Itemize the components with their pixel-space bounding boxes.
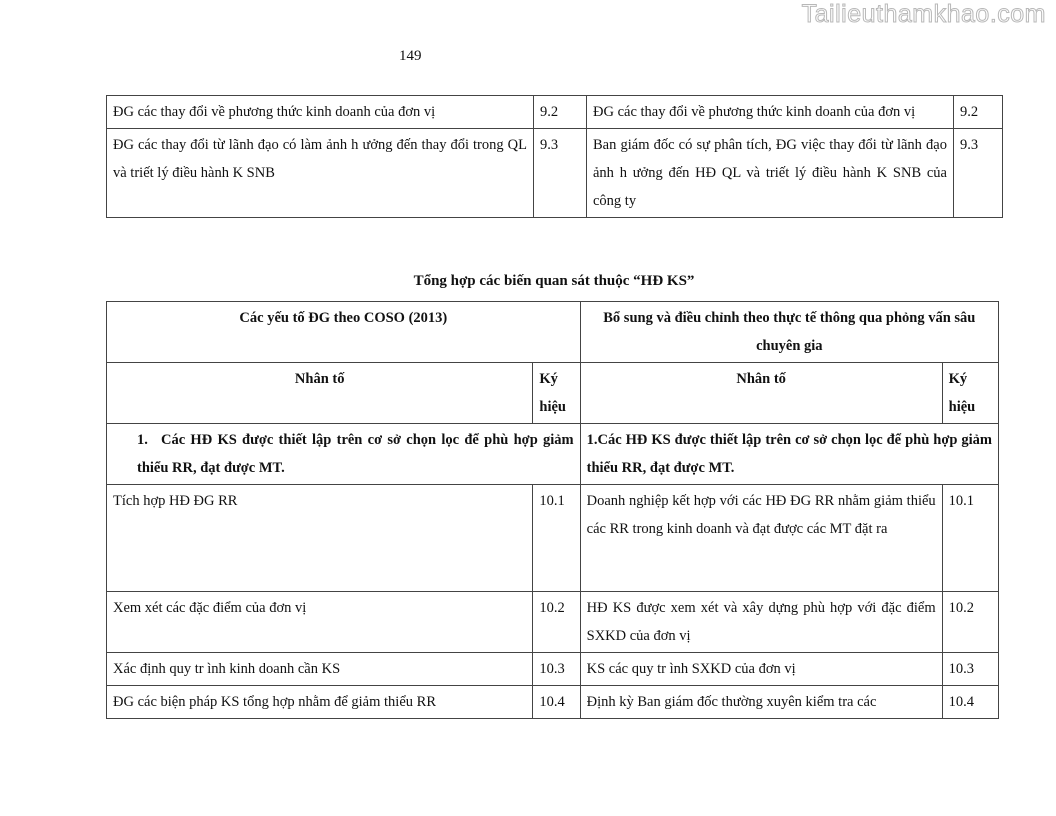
- right-factor-cell: Định kỳ Ban giám đốc thường xuyên kiểm tra các: [580, 686, 942, 719]
- header-code-left: Ký hiệu: [533, 363, 580, 424]
- left-code-cell: 9.2: [534, 96, 587, 129]
- page-number: 149: [399, 48, 422, 64]
- table-section-row: [107, 424, 999, 485]
- right-factor-cell: HĐ KS được xem xét và xây dựng phù hợp với đặc điểm SXKD của đơn vị: [580, 592, 942, 653]
- table-row: [107, 592, 999, 653]
- table-header-row: [107, 302, 999, 363]
- left-code-cell: 10.2: [533, 592, 580, 653]
- header-factor-right: Nhân tố: [580, 363, 942, 424]
- section-right: 1.Các HĐ KS được thiết lập trên cơ sở chọn lọc để phù hợp giảm thiểu RR, đạt được MT.: [580, 424, 998, 485]
- left-code-cell: 10.3: [533, 653, 580, 686]
- observed-variables-table: [106, 301, 999, 719]
- left-factor-cell: Xem xét các đặc điểm của đơn vị: [107, 592, 533, 653]
- section-left: [107, 424, 581, 485]
- left-factor-cell: ĐG các thay đổi từ lãnh đạo có làm ảnh h ưởng đến thay đổi trong QL và triết lý điều hành K SNB: [107, 129, 534, 218]
- table-row: [107, 686, 999, 719]
- left-factor-cell: Tích hợp HĐ ĐG RR: [107, 485, 533, 592]
- header-adjusted: Bổ sung và điều chỉnh theo thực tế thông qua phỏng vấn sâu chuyên gia: [580, 302, 998, 363]
- left-factor-cell: ĐG các biện pháp KS tổng hợp nhằm để giảm thiểu RR: [107, 686, 533, 719]
- table-row: [107, 129, 1003, 218]
- left-code-cell: 10.4: [533, 686, 580, 719]
- right-code-cell: 10.3: [942, 653, 998, 686]
- table-header-row: [107, 363, 999, 424]
- right-factor-cell: ĐG các thay đổi về phương thức kinh doanh của đơn vị: [587, 96, 954, 129]
- right-code-cell: 9.3: [954, 129, 1003, 218]
- header-factor-left: Nhân tố: [107, 363, 533, 424]
- left-code-cell: 10.1: [533, 485, 580, 592]
- section-text: Các HĐ KS được thiết lập trên cơ sở chọn lọc để phù hợp giảm thiểu RR, đạt được MT.: [137, 432, 574, 476]
- table-row: [107, 653, 999, 686]
- header-code-right: Ký hiệu: [942, 363, 998, 424]
- right-factor-cell: Doanh nghiệp kết hợp với các HĐ ĐG RR nhằm giảm thiểu các RR trong kinh doanh và đạt được các MT đặt ra: [580, 485, 942, 592]
- right-factor-cell: KS các quy tr ình SXKD của đơn vị: [580, 653, 942, 686]
- table-row: [107, 485, 999, 592]
- right-factor-cell: Ban giám đốc có sự phân tích, ĐG việc thay đổi từ lãnh đạo ảnh h ưởng đến HĐ QL và triết lý điều hành K SNB của công ty: [587, 129, 954, 218]
- right-code-cell: 10.2: [942, 592, 998, 653]
- right-code-cell: 10.4: [942, 686, 998, 719]
- left-factor-cell: ĐG các thay đổi về phương thức kinh doanh của đơn vị: [107, 96, 534, 129]
- header-coso: Các yếu tố ĐG theo COSO (2013): [107, 302, 581, 363]
- continued-table: [106, 95, 1003, 218]
- section-number: 1.: [137, 432, 148, 448]
- table-row: [107, 96, 1003, 129]
- watermark-logo: Tailieuthamkhao.com: [801, 0, 1046, 28]
- right-code-cell: 10.1: [942, 485, 998, 592]
- right-code-cell: 9.2: [954, 96, 1003, 129]
- table-title: Tổng hợp các biến quan sát thuộc “HĐ KS”: [413, 273, 695, 289]
- left-factor-cell: Xác định quy tr ình kinh doanh cần KS: [107, 653, 533, 686]
- left-code-cell: 9.3: [534, 129, 587, 218]
